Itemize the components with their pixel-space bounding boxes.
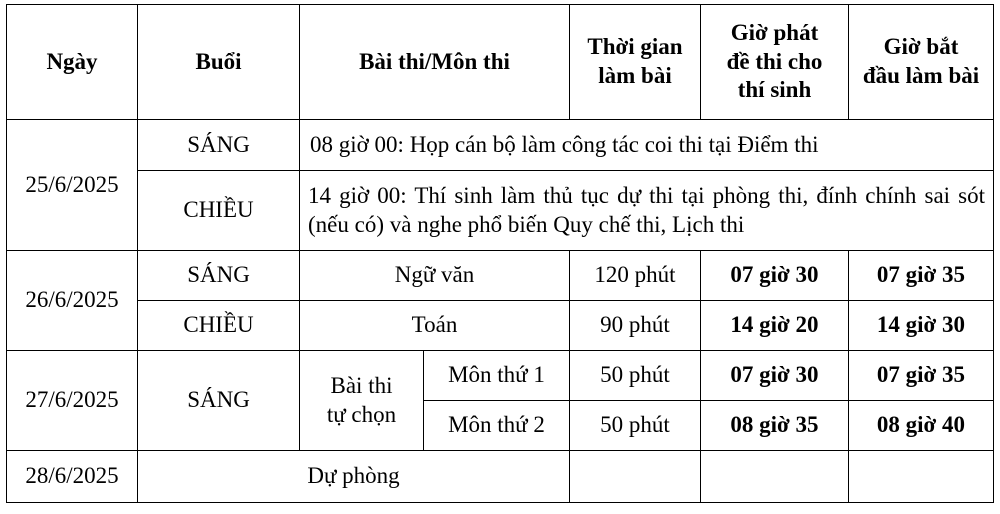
subject-cell: Toán [300,301,570,351]
note-cell: 08 giờ 00: Họp cán bộ làm công tác coi thi tại Điểm thi [300,120,994,171]
table-row [7,351,994,401]
note-cell: 14 giờ 00: Thí sinh làm thủ tục dự thi tại phòng thi, đính chính sai sót (nếu có) và nghe phổ biến Quy chế thi, Lịch thi [300,171,994,251]
header-thoi-gian-line2: làm bài [598,63,672,88]
subject-cell: Môn thứ 1 [424,351,570,401]
date-cell: 26/6/2025 [7,251,138,351]
duration-cell: 50 phút [570,401,701,451]
header-gio-phat-line1: Giờ phát [730,19,819,45]
header-gio-phat-line3: thí sinh [737,77,812,103]
subject-cell: Ngữ văn [300,251,570,301]
table-row [7,171,994,251]
header-gio-phat [701,5,849,120]
empty-cell [849,451,994,503]
duration-cell: 50 phút [570,351,701,401]
header-gio-bat-dau [849,5,994,120]
table-row [7,451,994,503]
table-row [7,120,994,171]
header-gio-bat-dau-line1: Giờ bắt [883,34,959,60]
session-cell: CHIỀU [138,171,300,251]
handout-time-cell: 08 giờ 35 [701,401,849,451]
session-cell: SÁNG [138,251,300,301]
session-cell: SÁNG [138,120,300,171]
note-cell: Dự phòng [138,451,570,503]
header-row [7,5,994,120]
empty-cell [570,451,701,503]
subject-cell: Môn thứ 2 [424,401,570,451]
date-cell: 27/6/2025 [7,351,138,451]
start-time-cell: 07 giờ 35 [849,251,994,301]
header-thoi-gian [570,5,701,120]
handout-time-cell: 07 giờ 30 [701,351,849,401]
table-row [7,251,994,301]
exam-schedule-table [6,4,994,503]
handout-time-cell: 14 giờ 20 [701,301,849,351]
table-row [7,301,994,351]
empty-cell [701,451,849,503]
header-gio-bat-dau-line2: đầu làm bài [862,63,980,88]
start-time-cell: 14 giờ 30 [849,301,994,351]
header-buoi: Buổi [138,5,300,120]
header-thoi-gian-line1: Thời gian [587,34,683,60]
handout-time-cell: 07 giờ 30 [701,251,849,301]
session-cell: CHIỀU [138,301,300,351]
elective-group-line2: tự chọn [326,401,397,427]
start-time-cell: 07 giờ 35 [849,351,994,401]
header-ngay: Ngày [7,5,138,120]
session-cell: SÁNG [138,351,300,451]
duration-cell: 90 phút [570,301,701,351]
date-cell: 25/6/2025 [7,120,138,251]
duration-cell: 120 phút [570,251,701,301]
header-bai-thi: Bài thi/Môn thi [300,5,570,120]
header-gio-phat-line2: đề thi cho [726,48,823,74]
elective-group-line1: Bài thi [330,372,393,398]
elective-group-cell [300,351,424,451]
date-cell: 28/6/2025 [7,451,138,503]
start-time-cell: 08 giờ 40 [849,401,994,451]
